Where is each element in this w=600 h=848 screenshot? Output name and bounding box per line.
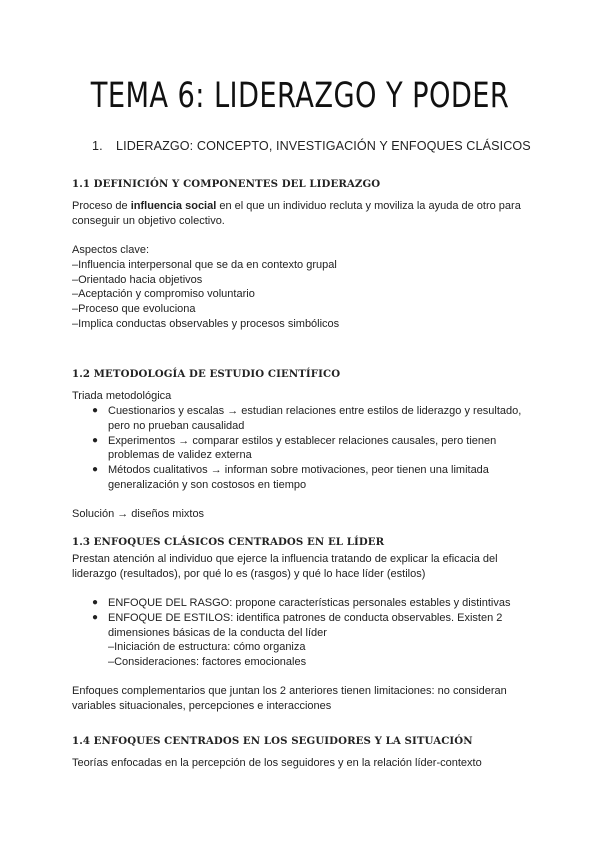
heading-1-3: 1.3 ENFOQUES CLÁSICOS CENTRADOS EN EL LÍDER: [72, 536, 385, 548]
list-item-line: Métodos cualitativos → informan sobre motivaciones, peor tienen una limitada: [108, 464, 489, 477]
triad-label: Triada metodológica: [72, 390, 172, 402]
bullet-icon: ●: [92, 597, 99, 608]
aspects-block: [72, 243, 542, 332]
list-item: [72, 404, 542, 434]
list-item-line: generalización y son costosos en tiempo: [108, 478, 307, 491]
heading-1-4: 1.4 ENFOQUES CENTRADOS EN LOS SEGUIDORES Y LA SITUACIÓN: [72, 735, 473, 747]
section-1-heading: [92, 139, 531, 153]
list-item-line: Cuestionarios y escalas → estudian relaciones entre estilos de liderazgo y resultado,: [108, 405, 522, 417]
list-item-line: ENFOQUE DEL RASGO: propone características personales estables y distintivas: [108, 597, 511, 609]
aspect-item: –Aceptación y compromiso voluntario: [72, 288, 255, 301]
complementary-line: Enfoques complementarios que juntan los 2 anteriores tienen limitaciones: no consideran: [72, 685, 507, 697]
bullet-icon: ●: [92, 434, 99, 446]
heading-1-1: 1.1 DEFINICIÓN Y COMPONENTES DEL LIDERAZGO: [72, 178, 381, 190]
list-item-line: Experimentos → comparar estilos y establecer relaciones causales, pero tienen: [108, 434, 497, 447]
heading-1-2: 1.2 METODOLOGÍA DE ESTUDIO CIENTÍFICO: [72, 368, 341, 380]
leader-approaches-list: [72, 596, 542, 670]
followers-text: Teorías enfocadas en la percepción de los seguidores y en la relación líder-contexto: [72, 757, 482, 769]
page-title: TEMA 6: LIDERAZGO Y PODER: [90, 76, 510, 116]
solution-text: Solución → diseños mixtos: [72, 508, 205, 520]
list-item-line: –Iniciación de estructura: cómo organiza: [108, 641, 306, 654]
aspect-item: –Proceso que evoluciona: [72, 303, 196, 316]
bullet-icon: ●: [92, 464, 99, 476]
aspect-item: –Orientado hacia objetivos: [72, 273, 203, 286]
definition-text-post: en el que un individuo recluta y moviliza la ayuda de otro para: [216, 200, 521, 212]
methodology-list: [72, 404, 542, 493]
complementary-line: variables situacionales, percepciones e interacciones: [72, 699, 332, 712]
list-item-line: problemas de validez externa: [108, 449, 252, 462]
list-item: [72, 463, 542, 493]
list-item-line: –Consideraciones: factores emocionales: [108, 656, 307, 669]
definition-bold-term: influencia social: [130, 200, 217, 212]
list-item-line: ENFOQUE DE ESTILOS: identifica patrones de conducta observables. Existen 2: [108, 611, 503, 624]
bullet-icon: ●: [92, 611, 99, 623]
leader-intro-line: Prestan atención al individuo que ejerce la influencia tratando de explicar la eficacia del: [72, 553, 498, 565]
bullet-icon: ●: [92, 405, 99, 416]
list-item: [72, 611, 542, 670]
definition-text-pre: Proceso de: [72, 200, 131, 212]
definition-paragraph: [72, 199, 542, 229]
definition-line-2: conseguir un objetivo colectivo.: [72, 214, 225, 227]
section-1-label: LIDERAZGO: CONCEPTO, INVESTIGACIÓN Y ENFOQUES CLÁSICOS: [116, 139, 531, 153]
section-1-number: 1.: [92, 139, 103, 153]
list-item-line: pero no prueban causalidad: [108, 419, 245, 432]
complementary-approaches: [72, 684, 542, 714]
list-item-line: dimensiones básicas de la conducta del líder: [108, 626, 327, 639]
leader-intro-line: liderazgo (resultados), por qué lo es (rasgos) y qué lo hace líder (estilos): [72, 567, 426, 580]
aspect-item: –Influencia interpersonal que se da en contexto grupal: [72, 258, 337, 271]
aspects-label: Aspectos clave:: [72, 244, 150, 256]
list-item: [72, 434, 542, 464]
leader-intro: [72, 552, 542, 582]
aspect-item: –Implica conductas observables y procesos simbólicos: [72, 317, 340, 330]
list-item: [72, 596, 542, 611]
